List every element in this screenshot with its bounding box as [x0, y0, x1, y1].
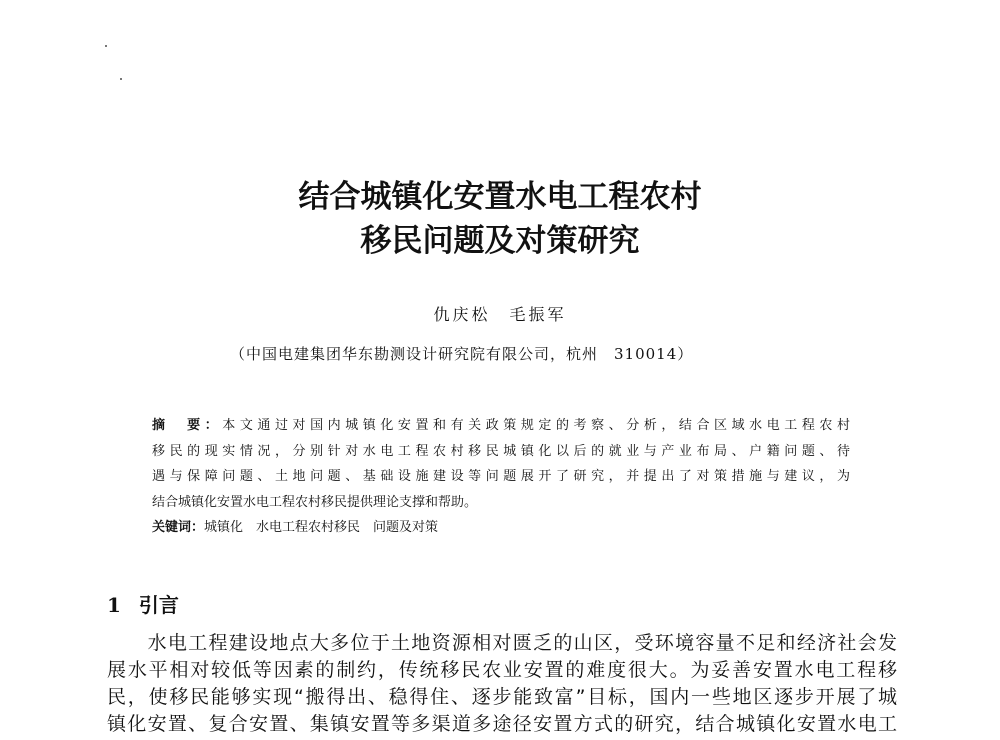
keywords-label: 关键词：: [152, 520, 205, 535]
abstract-label: 摘 要：: [152, 418, 223, 433]
affiliation: （中国电建集团华东勘测设计研究院有限公司，杭州 310014）: [230, 345, 694, 363]
scan-speck: [120, 78, 122, 80]
body-text: [107, 630, 897, 738]
section-number: 1: [107, 593, 121, 617]
authors: 仇庆松 毛振军: [433, 305, 567, 324]
abstract-text: 本文通过对国内城镇化安置和有关政策规定的考察、分析，结合区域水电工程农村: [222, 418, 850, 433]
body-line: 水电工程建设地点大多位于土地资源相对匮乏的山区，受环境容量不足和经济社会发: [107, 632, 897, 654]
body-line: 镇化安置、复合安置、集镇安置等多渠道多途径安置方式的研究，结合城镇化安置水电工: [107, 713, 897, 735]
abstract-line: [152, 413, 850, 439]
scan-speck: [105, 45, 107, 47]
title-line: 移民问题及对策研究: [360, 223, 640, 259]
body-line: 民，使移民能够实现“搬得出、稳得住、逐步能致富”目标，国内一些地区逐步开展了城: [107, 686, 897, 708]
section-title: 引言: [138, 593, 179, 617]
section-heading: [107, 589, 179, 618]
abstract-line: 移民的现实情况，分别针对水电工程农村移民城镇化以后的就业与产业布局、户籍问题、待: [152, 443, 850, 459]
paper-title: [260, 175, 740, 263]
abstract: [152, 413, 850, 541]
abstract-line: 结合城镇化安置水电工程农村移民提供理论支撑和帮助。: [152, 494, 478, 510]
abstract-line: 遇与保障问题、土地问题、基础设施建设等问题展开了研究，并提出了对策措施与建议，为: [152, 469, 850, 484]
keywords-value: 城镇化 水电工程农村移民 问题及对策: [204, 520, 439, 535]
title-line: 结合城镇化安置水电工程农村: [298, 179, 702, 215]
keywords: [152, 515, 850, 541]
body-line: 展水平相对较低等因素的制约，传统移民农业安置的难度很大。为妥善安置水电工程移: [107, 659, 897, 681]
